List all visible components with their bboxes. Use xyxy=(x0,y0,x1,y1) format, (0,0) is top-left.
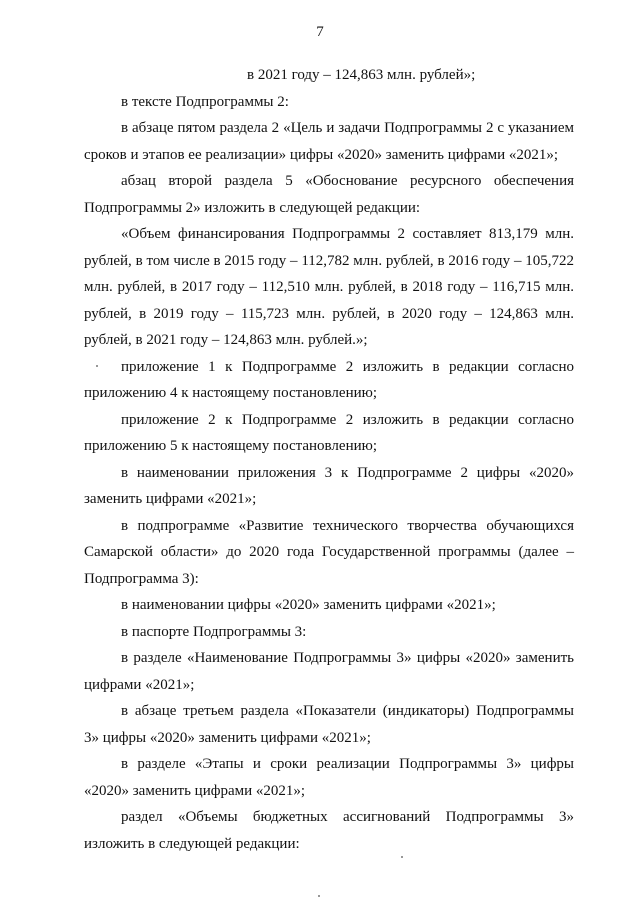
paragraph: приложение 1 к Подпрограмме 2 изложить в редакции согласно приложению 4 к настоящему постановлению; xyxy=(84,358,574,401)
paragraph: в паспорте Подпрограммы 3: xyxy=(121,623,307,640)
paragraph: в абзаце пятом раздела 2 «Цель и задачи Подпрограммы 2 с указанием сроков и этапов ее реализации» цифры «2020» заменить цифрами «2021»; xyxy=(84,120,574,163)
scan-speck xyxy=(318,895,320,897)
paragraph: приложение 2 к Подпрограмме 2 изложить в редакции согласно приложению 5 к настоящему постановлению; xyxy=(84,411,574,454)
paragraph: в подпрограмме «Развитие технического творчества обучающихся Самарской области» до 2020 года Государственной программы (далее – Подпрограмма 3): xyxy=(84,517,574,587)
paragraph: в абзаце третьем раздела «Показатели (индикаторы) Подпрограммы 3» цифры «2020» заменить цифрами «2021»; xyxy=(84,703,574,746)
document-body xyxy=(84,62,574,857)
page-number: 7 xyxy=(316,24,324,40)
scan-speck xyxy=(401,856,403,858)
paragraph: в тексте Подпрограммы 2: xyxy=(121,93,289,110)
paragraph: в наименовании цифры «2020» заменить цифрами «2021»; xyxy=(121,597,496,613)
paragraph: в наименовании приложения 3 к Подпрограмме 2 цифры «2020» заменить цифрами «2021»; xyxy=(84,464,574,507)
scan-speck xyxy=(96,365,98,367)
paragraph: «Объем финансирования Подпрограммы 2 составляет 813,179 млн. рублей, в том числе в 2015 году – 112,782 млн. рублей, в 2016 году – 105,722 млн. рублей, в 2017 году – 112,510 млн. рублей, в 2018 году – 116,715 млн. рублей, в 2019 году – 115,723 млн. рублей, в 2020 году – 124,863 млн. рублей, в 2021 году – 124,863 млн. рублей.»; xyxy=(84,226,574,348)
paragraph: в 2021 году – 124,863 млн. рублей»; xyxy=(247,67,476,83)
paragraph: абзац второй раздела 5 «Обоснование ресурсного обеспечения Подпрограммы 2» изложить в следующей редакции: xyxy=(84,173,574,216)
paragraph: раздел «Объемы бюджетных ассигнований Подпрограммы 3» изложить в следующей редакции: xyxy=(84,809,574,852)
paragraph: в разделе «Этапы и сроки реализации Подпрограммы 3» цифры «2020» заменить цифрами «2021»; xyxy=(84,756,574,799)
paragraph: в разделе «Наименование Подпрограммы 3» цифры «2020» заменить цифрами «2021»; xyxy=(84,650,574,693)
